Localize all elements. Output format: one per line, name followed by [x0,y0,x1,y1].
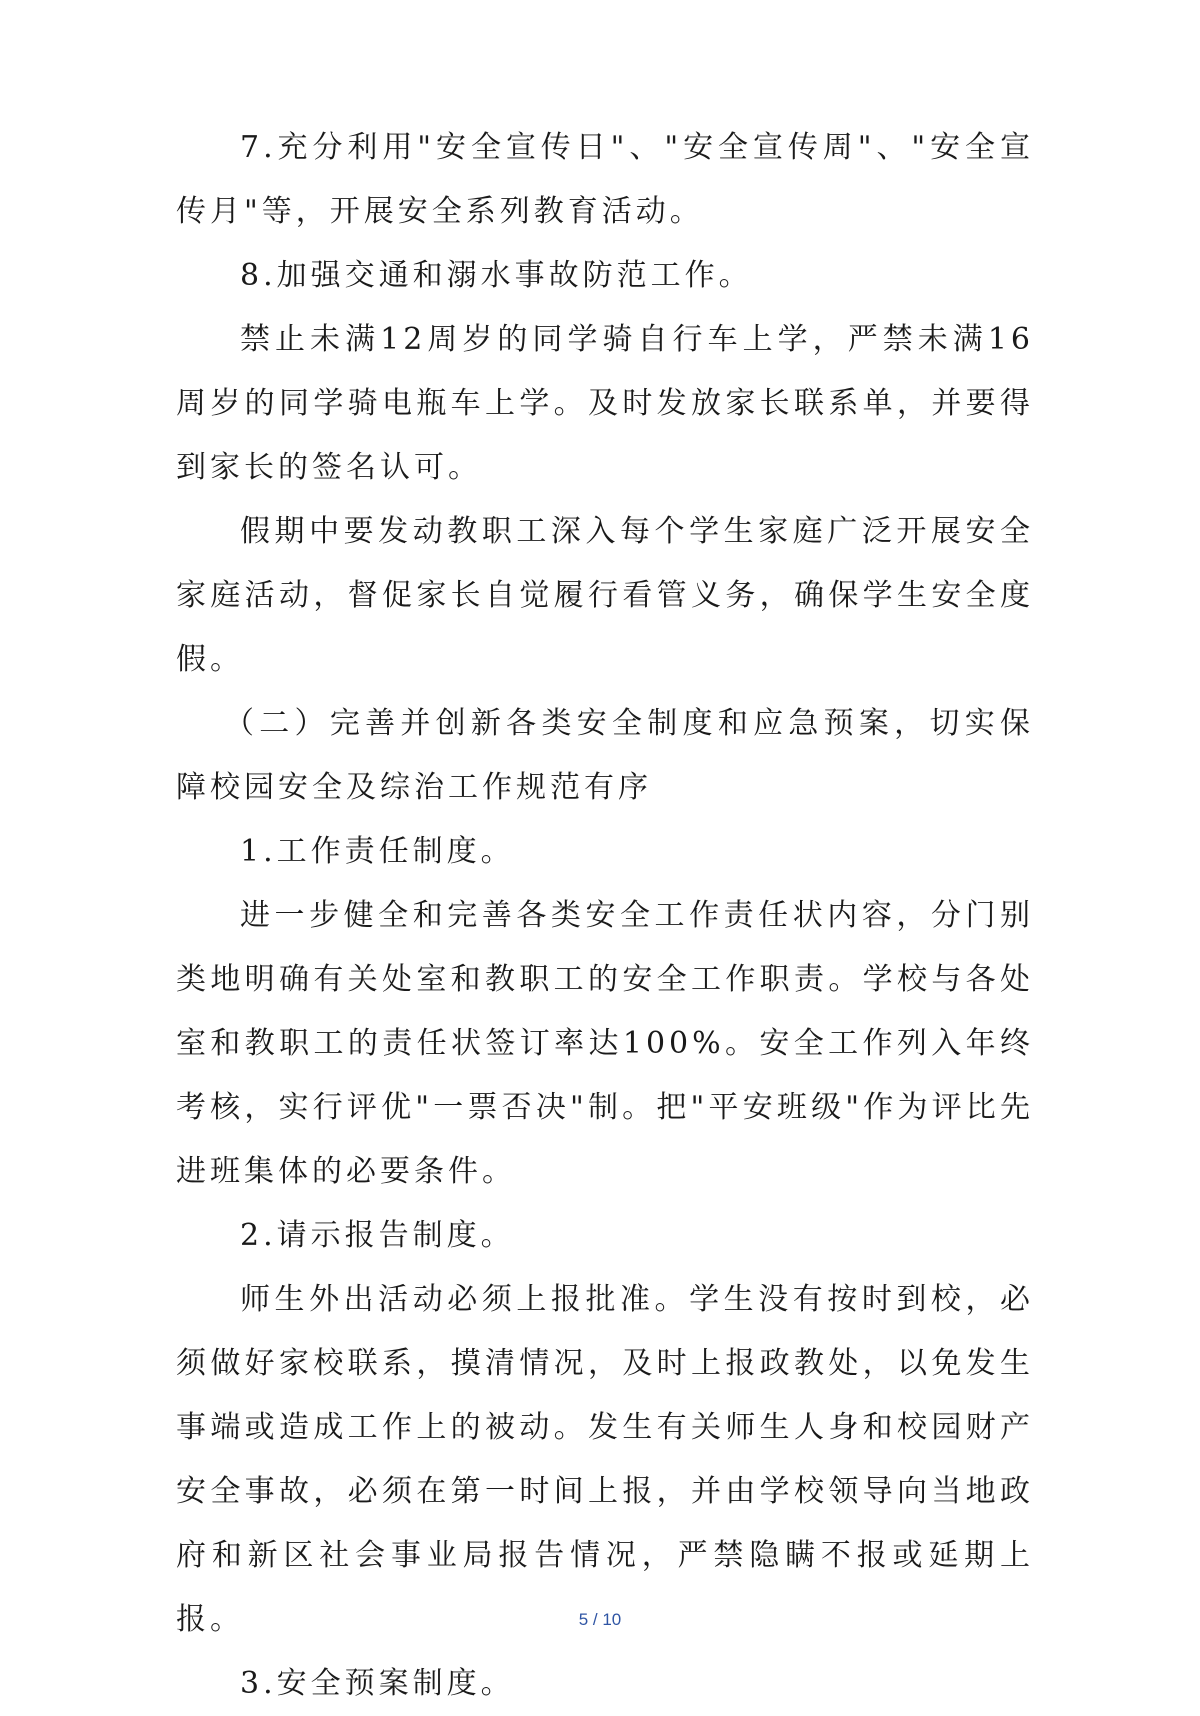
paragraph-item-2-heading: 2.请示报告制度。 [240,1218,515,1253]
paragraph-traffic-rules: 禁止未满12周岁的同学骑自行车上学，严禁未满16周岁的同学骑电瓶车上学。及时发放家长联系单，并要得到家长的签名认可。 [176,322,1034,485]
paragraph-item-8-heading: 8.加强交通和溺水事故防范工作。 [240,258,753,293]
page-number: 5 / 10 [578,1610,622,1629]
section-heading-2: （二）完善并创新各类安全制度和应急预案，切实保障校园安全及综治工作规范有序 [176,706,1034,805]
paragraph-item-3-heading: 3.安全预案制度。 [240,1666,515,1701]
paragraph-item-7: 7.充分利用"安全宣传日"、"安全宣传周"、"安全宣传月"等，开展安全系列教育活动。 [176,130,1034,229]
paragraph-reporting-system: 师生外出活动必须上报批准。学生没有按时到校，必须做好家校联系，摸清情况，及时上报政教处，以免发生事端或造成工作上的被动。发生有关师生人身和校园财产安全事故，必须在第一时间上报，并由学校领导向当地政府和新区社会事业局报告情况，严禁隐瞒不报或延期上报。 [176,1282,1034,1637]
paragraph-item-1-heading: 1.工作责任制度。 [240,834,515,869]
paragraph-responsibility-system: 进一步健全和完善各类安全工作责任状内容，分门别类地明确有关处室和教职工的安全工作职责。学校与各处室和教职工的责任状签订率达100%。安全工作列入年终考核，实行评优"一票否决"制。把"平安班级"作为评比先进班集体的必要条件。 [176,898,1034,1189]
document-body [176,116,1034,1716]
paragraph-holiday-safety: 假期中要发动教职工深入每个学生家庭广泛开展安全家庭活动，督促家长自觉履行看管义务，确保学生安全度假。 [176,514,1034,677]
